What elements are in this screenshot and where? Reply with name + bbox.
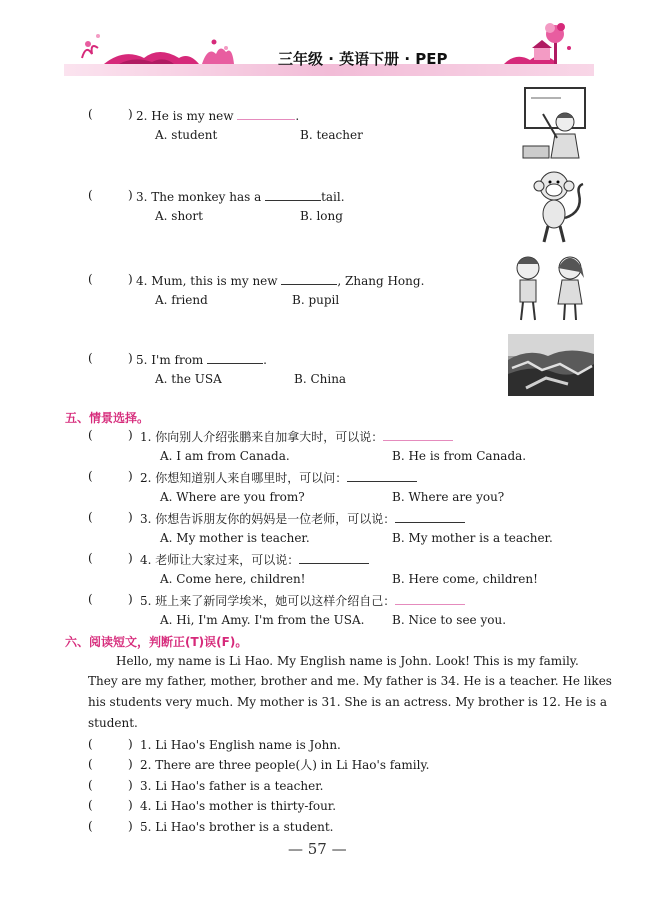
answer-paren-close: ) xyxy=(128,510,133,524)
question-text-end: . xyxy=(295,109,300,123)
question-number: 5. xyxy=(140,594,152,608)
blank-line[interactable] xyxy=(237,108,295,120)
question-text: I'm from xyxy=(151,353,204,367)
answer-paren-open[interactable]: ( xyxy=(88,778,93,792)
answer-paren-open[interactable]: ( xyxy=(88,351,93,365)
section-title: 六、阅读短文，判断正(T)误(F)。 xyxy=(65,635,248,649)
question-number: 4. xyxy=(140,799,152,813)
question-number: 3. xyxy=(136,190,148,204)
answer-paren-open[interactable]: ( xyxy=(88,272,93,286)
blank-line[interactable] xyxy=(395,511,465,523)
answer-paren-close: ) xyxy=(128,272,133,286)
passage-line: Hello, my name is Li Hao. My English name is John. Look! This is my family. xyxy=(116,654,579,668)
answer-paren-close: ) xyxy=(128,428,133,442)
option-b[interactable]: B. My mother is a teacher. xyxy=(392,531,553,545)
answer-paren-close: ) xyxy=(128,107,133,121)
question-text-end: , Zhang Hong. xyxy=(337,274,425,288)
option-a[interactable]: A. I am from Canada. xyxy=(160,449,290,463)
answer-paren-open[interactable]: ( xyxy=(88,107,93,121)
two-children-image xyxy=(508,252,594,324)
option-a[interactable]: A. short xyxy=(155,209,203,223)
great-wall-photo xyxy=(508,334,594,396)
option-a[interactable]: A. friend xyxy=(155,293,208,307)
question-number: 2. xyxy=(140,471,152,485)
passage-line: his students very much. My mother is 31. She is an actress. My brother is 12. He is a xyxy=(88,695,607,709)
question-text-end: tail. xyxy=(321,190,345,204)
statement-text: Li Hao's father is a teacher. xyxy=(155,779,324,793)
option-b[interactable]: B. Nice to see you. xyxy=(392,613,507,627)
answer-paren-open[interactable]: ( xyxy=(88,428,93,442)
passage-line: They are my father, mother, brother and me. My father is 34. He is a teacher. He likes xyxy=(88,674,612,688)
question-text-end: . xyxy=(263,353,267,367)
option-b[interactable]: B. Here come, children! xyxy=(392,572,538,586)
answer-paren-open[interactable]: ( xyxy=(88,188,93,202)
question-number: 4. xyxy=(140,553,152,567)
series-title: 三年级 · 英语下册 · PEP xyxy=(278,50,448,68)
blank-line[interactable] xyxy=(395,593,465,605)
blank-line[interactable] xyxy=(207,352,263,364)
question-number: 5. xyxy=(140,820,152,834)
option-b[interactable]: B. He is from Canada. xyxy=(392,449,527,463)
option-a[interactable]: A. Where are you from? xyxy=(160,490,305,504)
answer-paren-close: ) xyxy=(128,188,133,202)
answer-paren-open[interactable]: ( xyxy=(88,798,93,812)
answer-paren-close: ) xyxy=(128,351,133,365)
statement-text: Li Hao's mother is thirty-four. xyxy=(155,799,337,813)
option-b[interactable]: B. China xyxy=(294,372,347,386)
question-text: 你向别人介绍张鹏来自加拿大时，可以说： xyxy=(155,430,384,444)
question-number: 1. xyxy=(140,738,152,752)
answer-paren-close: ) xyxy=(128,778,133,792)
answer-paren-close: ) xyxy=(128,592,133,606)
option-a[interactable]: A. My mother is teacher. xyxy=(160,531,310,545)
answer-paren-open[interactable]: ( xyxy=(88,757,93,771)
question-text: 老师让大家过来，可以说： xyxy=(155,553,300,567)
question-number: 2. xyxy=(136,109,148,123)
option-a[interactable]: A. Hi, I'm Amy. I'm from the USA. xyxy=(160,613,365,627)
statement-text: There are three people(人) in Li Hao's family. xyxy=(155,758,430,772)
blank-line[interactable] xyxy=(299,552,369,564)
teacher-at-blackboard-image xyxy=(521,84,593,162)
question-number: 3. xyxy=(140,779,152,793)
question-number: 4. xyxy=(136,274,148,288)
blank-line[interactable] xyxy=(383,429,453,441)
question-text: Mum, this is my new xyxy=(151,274,278,288)
answer-paren-open[interactable]: ( xyxy=(88,510,93,524)
answer-paren-close: ) xyxy=(128,757,133,771)
option-b[interactable]: B. teacher xyxy=(300,128,363,142)
option-b[interactable]: B. pupil xyxy=(292,293,340,307)
answer-paren-open[interactable]: ( xyxy=(88,737,93,751)
statement-text: Li Hao's English name is John. xyxy=(155,738,341,752)
answer-paren-close: ) xyxy=(128,798,133,812)
question-number: 3. xyxy=(140,512,152,526)
question-number: 2. xyxy=(140,758,152,772)
passage-line: student. xyxy=(88,716,138,730)
question-text: The monkey has a xyxy=(151,190,262,204)
blank-line[interactable] xyxy=(281,273,337,285)
answer-paren-open[interactable]: ( xyxy=(88,469,93,483)
answer-paren-close: ) xyxy=(128,551,133,565)
option-b[interactable]: B. Where are you? xyxy=(392,490,505,504)
answer-paren-open[interactable]: ( xyxy=(88,592,93,606)
answer-paren-open[interactable]: ( xyxy=(88,819,93,833)
option-b[interactable]: B. long xyxy=(300,209,343,223)
question-number: 1. xyxy=(140,430,152,444)
question-number: 5. xyxy=(136,353,148,367)
answer-paren-close: ) xyxy=(128,469,133,483)
page-number: — 57 — xyxy=(288,840,347,858)
statement-text: Li Hao's brother is a student. xyxy=(155,820,334,834)
section-title: 五、情景选择。 xyxy=(65,411,150,425)
question-text: 你想告诉朋友你的妈妈是一位老师，可以说： xyxy=(155,512,396,526)
option-a[interactable]: A. the USA xyxy=(155,372,222,386)
blank-line[interactable] xyxy=(347,470,417,482)
answer-paren-open[interactable]: ( xyxy=(88,551,93,565)
question-text: He is my new xyxy=(151,109,234,123)
blank-line[interactable] xyxy=(265,189,321,201)
question-text: 你想知道别人来自哪里时，可以问： xyxy=(155,471,348,485)
answer-paren-close: ) xyxy=(128,819,133,833)
question-text: 班上来了新同学埃米，她可以这样介绍自己： xyxy=(155,594,396,608)
header-banner xyxy=(64,18,594,82)
monkey-image xyxy=(524,168,588,246)
option-a[interactable]: A. student xyxy=(155,128,218,142)
answer-paren-close: ) xyxy=(128,737,133,751)
option-a[interactable]: A. Come here, children! xyxy=(160,572,306,586)
